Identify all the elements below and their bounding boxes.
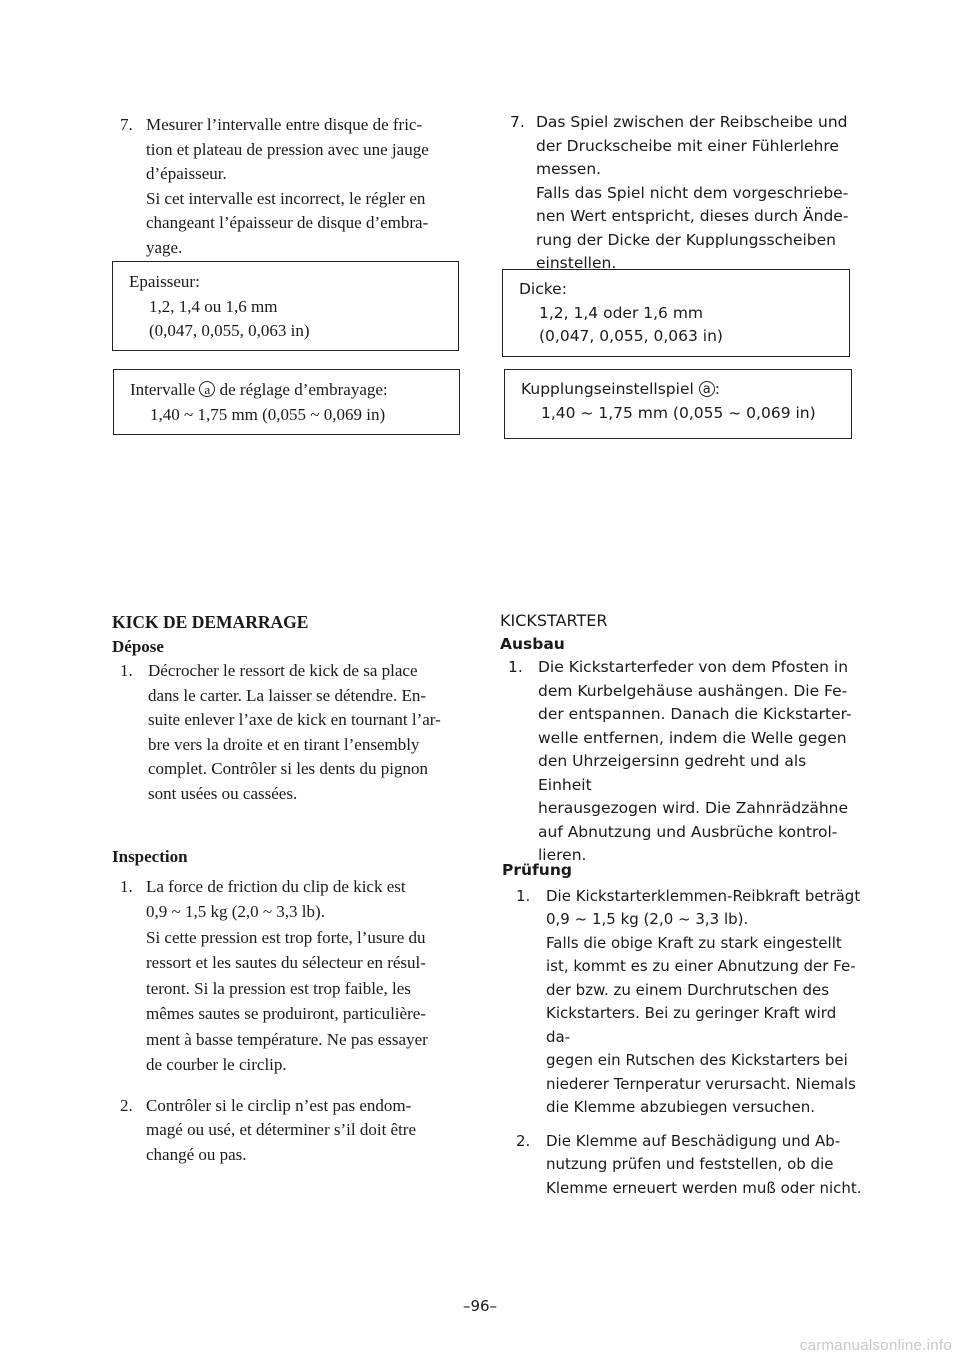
de-inspection-title: Prüfung bbox=[502, 861, 572, 879]
fr-removal-title: Dépose bbox=[112, 636, 164, 656]
fr-thickness-label: Epaisseur: bbox=[129, 272, 200, 291]
circled-a-mark: a bbox=[699, 381, 715, 397]
de-thickness-box bbox=[502, 269, 850, 357]
fr-step-7-line: d’épaisseur. bbox=[146, 164, 227, 183]
de-clearance-box bbox=[504, 369, 852, 439]
de-kick-title: KICKSTARTER bbox=[500, 611, 608, 630]
fr-inspection-title: Inspection bbox=[112, 847, 188, 866]
fr-thickness-values-in: (0,047, 0,055, 0,063 in) bbox=[149, 321, 310, 340]
de-removal-title: Ausbau bbox=[500, 634, 565, 653]
fr-step-7-line: yage. bbox=[146, 237, 183, 257]
de-removal-step-1: 1. Die Kickstarterfeder von dem Pfosten in dem Kurbelgehäuse aushängen. Die Fe- der entspannen. Danach die Kickstarter- welle entfernen, indem die Welle gegen den Uhrzeigersinn gedreht und als Einheit herausgezogen wird. Die Zahnrädzähne auf Abnutzung und Ausbrüche kontrol- lieren. bbox=[508, 658, 852, 864]
footer-watermark: carmanualsonline.info bbox=[799, 1337, 952, 1354]
de-inspection-step-2: 2. Die Klemme auf Beschädigung und Ab- nutzung prüfen und feststellen, ob die Klemme erneuert werden muß oder nicht. bbox=[516, 1131, 862, 1197]
fr-step-7 bbox=[112, 113, 462, 260]
de-thickness-label: Dicke: bbox=[519, 280, 567, 298]
fr-thickness-box bbox=[112, 261, 459, 351]
french-column bbox=[112, 113, 462, 1164]
de-thickness-values-in: (0,047, 0,055, 0,063 in) bbox=[539, 327, 723, 345]
fr-clearance-box bbox=[113, 369, 460, 435]
fr-step-7-line: changeant l’épaisseur de disque d’embra- bbox=[146, 213, 429, 232]
german-column bbox=[500, 111, 862, 1197]
fr-inspection-step-1: 1. La force de friction du clip de kick est 0,9 ~ 1,5 kg (2,0 ~ 3,3 lb). Si cette pression est trop forte, l’usure du ressort et les sautes du sélecteur en résul- teront. Si la pression est trop faible, les mêmes sautes se produiront, particulière- ment à basse température. Ne pas essayer de courber le circlip. bbox=[120, 876, 428, 1074]
de-step-7-number: 7. bbox=[510, 113, 525, 131]
fr-step-7-line: Mesurer l’intervalle entre disque de fric- bbox=[146, 115, 423, 134]
fr-step-7-number: 7. bbox=[120, 115, 133, 134]
circled-a-mark: a bbox=[199, 381, 215, 397]
fr-clearance-value: 1,40 ~ 1,75 mm (0,055 ~ 0,069 in) bbox=[150, 404, 386, 424]
de-thickness-values: 1,2, 1,4 oder 1,6 mm bbox=[539, 303, 704, 322]
fr-thickness-values: 1,2, 1,4 ou 1,6 mm bbox=[149, 296, 278, 316]
page-number: –96– bbox=[462, 1297, 498, 1315]
fr-step-7-line: Si cet intervalle est incorrect, le régler en bbox=[146, 188, 426, 208]
fr-inspection-step-2: 2. Contrôler si le circlip n’est pas endom- magé ou usé, et déterminer s’il doit être changé ou pas. bbox=[120, 1095, 417, 1164]
de-inspection-step-1: 1. Die Kickstarterklemmen-Reibkraft beträgt 0,9 ~ 1,5 kg (2,0 ~ 3,3 lb). Falls die obige Kraft zu stark eingestellt ist, kommt es zu einer Abnutzung der Fe- der bzw. zu einem Durchrutschen des Kickstarters. Bei zu geringer Kraft wird da- gegen ein Rutschen des Kickstarters bei niederer Ternperatur verursacht. Niemals die Klemme abzubiegen versuchen. bbox=[516, 886, 861, 1116]
fr-removal-step-1: 1. Décrocher le ressort de kick de sa place dans le carter. La laisser se détendre. En- suite enlever l’axe de kick en tournant l’ar- bre vers la droite et en tirant l’ensembly complet. Contrôler si les dents du pignon sont usées ou cassées. bbox=[120, 661, 441, 803]
de-step-7: 7. Das Spiel zwischen der Reibscheibe und der Druckscheibe mit einer Fühlerlehre messen. Falls das Spiel nicht dem vorgeschriebe- nen Wert entspricht, dieses durch Ände- rung der Dicke der Kupplungsscheiben einstellen. bbox=[510, 113, 849, 272]
fr-clearance-label: Intervalle a de réglage d’embrayage: bbox=[130, 380, 388, 399]
de-clearance-label: Kupplungseinstellspiel a : bbox=[521, 380, 720, 398]
de-clearance-value: 1,40 ~ 1,75 mm (0,055 ~ 0,069 in) bbox=[541, 403, 816, 422]
fr-step-7-line: tion et plateau de pression avec une jauge bbox=[146, 139, 429, 159]
fr-kick-title: KICK DE DEMARRAGE bbox=[112, 612, 309, 632]
